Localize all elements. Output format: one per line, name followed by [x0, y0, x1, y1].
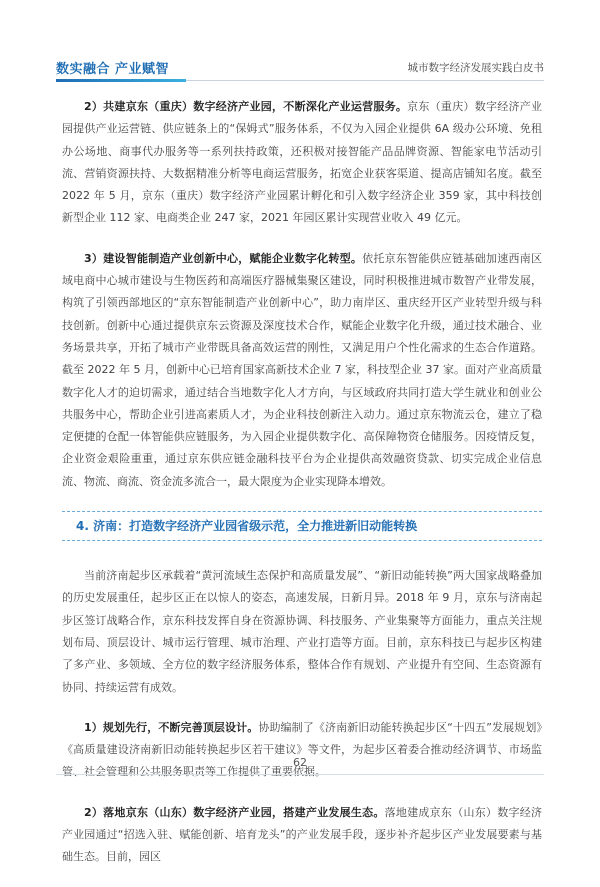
header-band — [56, 56, 544, 81]
paragraph-body: 协助编制了《济南新旧动能转换起步区“十四五”发展规划》《高质量建设济南新旧动能转换起步区若干建议》等文件，为起步区着委合推动经济调节、市场监管、社会管理和公共服务职责等工作提供了重要依据。 — [62, 720, 542, 779]
paragraph-lead: 2）落地京东（山东）数字经济产业园，搭建产业发展生态。 — [84, 805, 385, 819]
paragraph-jd-shandong-park — [62, 802, 542, 869]
page-footer — [0, 756, 600, 796]
paragraph-lead: 1）规划先行，不断完善顶层设计。 — [84, 720, 259, 734]
paragraph-lead: 2）共建京东（重庆）数字经济产业园，不断深化产业运营服务。 — [84, 100, 408, 113]
paragraph-jd-chongqing-park — [62, 96, 542, 230]
footer-divider — [56, 774, 544, 775]
paragraph-body: 京东（重庆）数字经济产业园提供产业运营链、供应链条上的“保姆式”服务体系，不仅为入园企业提供 6A 级办公环境、免租办公场地、商事代办服务等一系列扶持政策，还积极对接智能产品品牌资源、智能家电节活动引流、营销资源扶持、大数据精准分析等电商运营服务，拓宽企业获客渠道、提高店铺知名度。截至 2022 年 5 月，京东（重庆）数字经济产业园累计孵化和引入数字经济企业 359 家，其中科技创新型企业 112 家、电商类企业 247 家，2021 年园区累计实现营业收入 49 亿元。 — [62, 100, 542, 225]
section-heading-jinan: 4. 济南：打造数字经济产业园省级示范，全力推进新旧动能转换 — [62, 511, 542, 541]
paragraph-jinan-intro — [62, 565, 542, 699]
paragraph-lead: 3）建设智能制造产业创新中心，赋能企业数字化转型。 — [84, 251, 363, 265]
page-number: 62 — [293, 756, 307, 769]
paragraph-body: 依托京东智能供应链基础加速西南区域电商中心城市建设与生物医药和高端医疗器械集聚区建设，同时积极推进城市数智产业带发展，构筑了引领西部地区的“京东智能制造产业创新中心”，助力南岸区、重庆经开区产业转型升级与科技创新。创新中心通过提供京东云资源及深度技术合作，赋能企业数字化升级，通过技术融合、业务场景共享，开拓了城市产业带既具备高效运营的刚性，又满足用户个性化需求的生态合作道路。截至 2022 年 5 月，创新中心已培育国家高新技术企业 7 家，科技型企业 37 家。面对产业高质量数字化人才的迫切需求，通过结合当地数字化人才方向，与区域政府共同打造大学生就业和创业公共服务中心，帮助企业引进高素质人才，为企业科技创新注入动力。通过京东物流云仓，建立了稳定便捷的仓配一体智能供应链服务，为入园企业提供数字化、高保障物资仓储服务。因疫情反复，企业资金艰险重重，通过京东供应链金融科技平台为企业提供高效融资贷款、切实完成企业信息流、物流、商流、资金流多流合一，最大限度为企业实现降本增效。 — [62, 251, 543, 488]
paragraph-body: 当前济南起步区承载着“黄河流域生态保护和高质量发展”、“新旧动能转换”两大国家战略叠加的历史发展重任，起步区正在以惊人的姿态，高速发展，日新月异。2018 年 9 月，京东与济南起步区签订战略合作，京东科技发挥自身在资源协调、科技服务、产业集聚等方面能力，重点关注规划布局、顶层设计、城市运行管理、城市治理、产业打造等方面。目前，京东科技已与起步区构建了多产业、多领域、全方位的数字经济服务体系，整体合作有规划、产业提升有空间、生态资源有协同、持续运营有成效。 — [62, 569, 542, 694]
paragraph-body: 落地建成京东（山东）数字经济产业园通过“招选入驻、赋能创新、培育龙头”的产业发展手段，逐步补齐起步区产业发展要素与基础生态。目前，园区 — [62, 805, 543, 864]
header-section-title: 数实融合 产业赋智 — [56, 62, 170, 77]
header-document-title: 城市数字经济发展实践白皮书 — [407, 62, 544, 74]
page-header — [0, 0, 600, 84]
header-accent-bar — [56, 79, 186, 82]
paragraph-smart-manufacturing-center — [62, 248, 542, 493]
